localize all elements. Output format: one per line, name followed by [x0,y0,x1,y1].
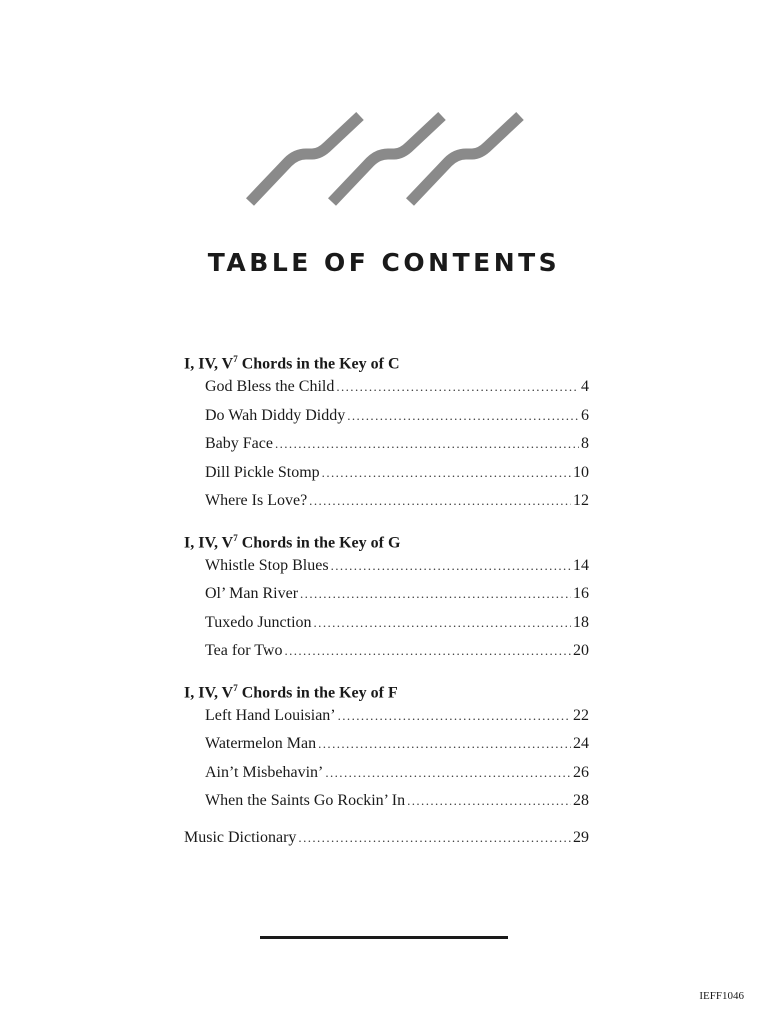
toc-section-key-f [184,674,589,816]
section-heading: I, IV, $V^7$ Chords in the Key of F [184,682,398,701]
footer-rule [260,936,508,939]
section-heading: I, IV, $V^7$ Chords in the Key of C [184,354,400,373]
publisher-logo-icon [240,110,530,210]
toc-entry[interactable]: Baby Face ..... 8 [184,430,589,459]
toc-entry[interactable]: Where Is Love? ..... 12 [184,487,589,516]
toc-entry[interactable]: Ol’ Man River ..... 16 [184,580,589,609]
catalog-code: IEFF1046 [699,990,744,1002]
toc-entry[interactable]: Tuxedo Junction ..... 18 [184,609,589,638]
table-of-contents [184,345,589,852]
toc-entry[interactable]: Watermelon Man ..... 24 [184,730,589,759]
toc-entry[interactable]: Dill Pickle Stomp ..... 10 [184,459,589,488]
toc-entry-music-dictionary[interactable]: Music Dictionary ..... 29 [184,824,589,853]
toc-entry[interactable]: God Bless the Child ..... 4 [184,373,589,402]
toc-entry[interactable]: Whistle Stop Blues ..... 14 [184,552,589,581]
toc-entry[interactable]: Ain’t Misbehavin’ ..... 26 [184,759,589,788]
toc-entry[interactable]: When the Saints Go Rockin’ In ..... 28 [184,787,589,816]
toc-section-key-g [184,524,589,666]
toc-entry[interactable]: Do Wah Diddy Diddy ..... 6 [184,402,589,431]
toc-entry[interactable]: Left Hand Louisian’ ..... 22 [184,702,589,731]
toc-section-key-c [184,345,589,516]
toc-entry[interactable]: Tea for Two ..... 20 [184,637,589,666]
section-heading: I, IV, $V^7$ Chords in the Key of G [184,532,401,551]
page-title: TABLE OF CONTENTS [207,248,561,277]
